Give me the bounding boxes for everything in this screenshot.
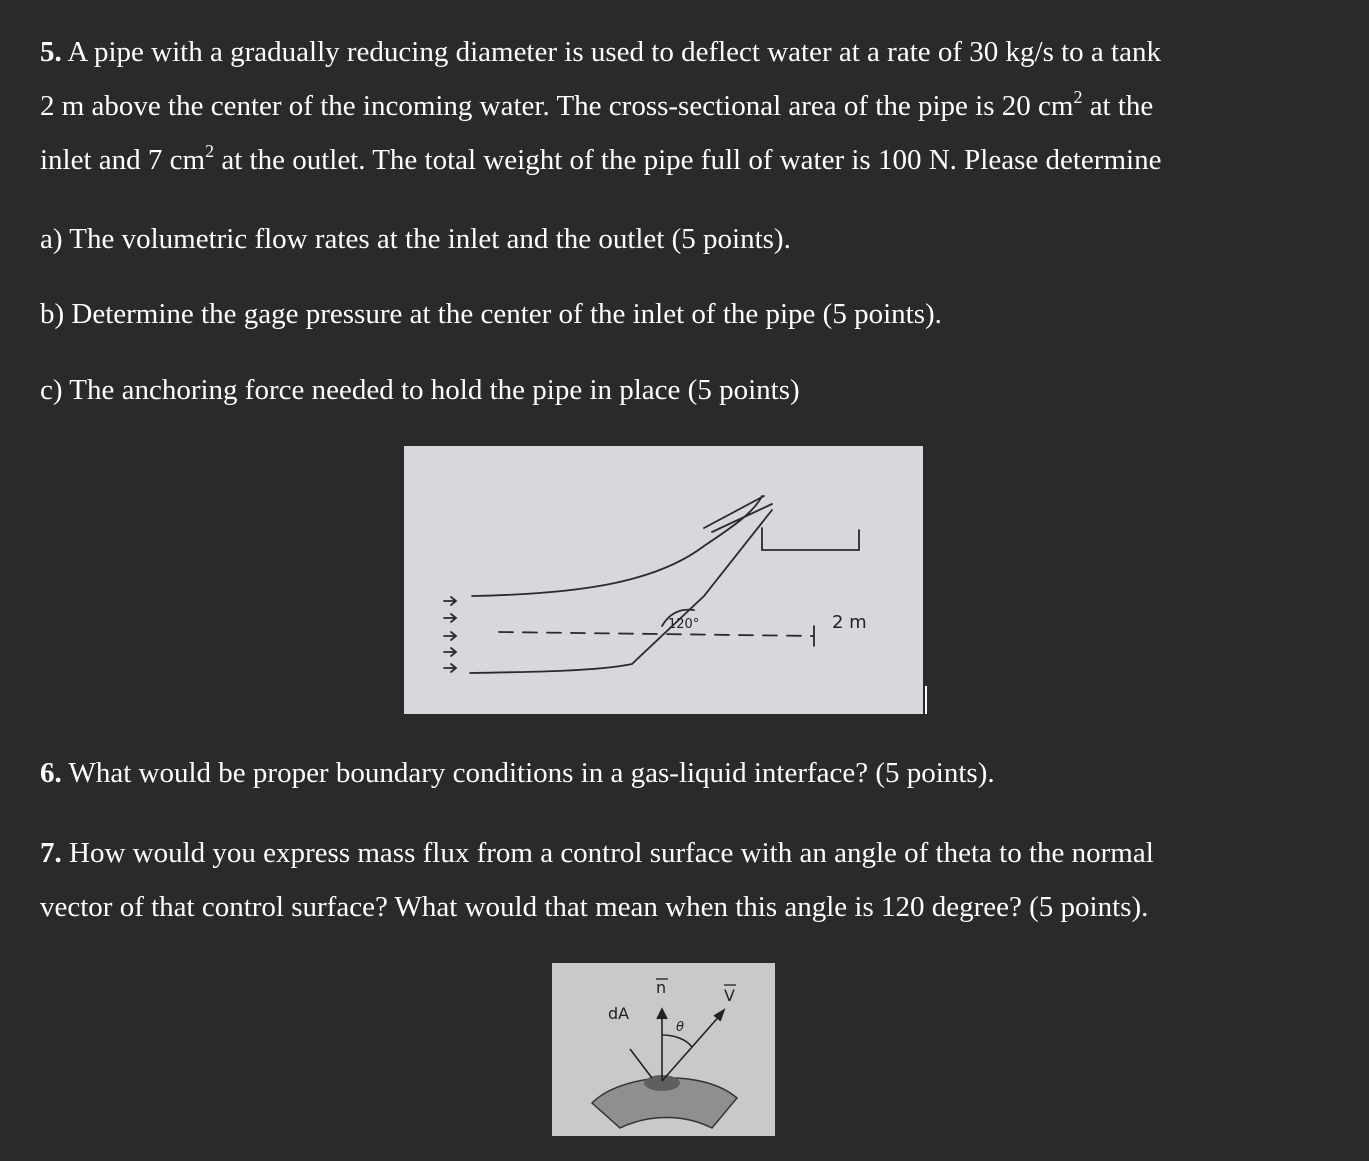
superscript: 2 bbox=[205, 141, 215, 161]
inflow-arrow bbox=[444, 614, 456, 622]
q5-number: 5. bbox=[40, 36, 62, 68]
q7-line-2: vector of that control surface? What would that mean when this angle is 120 degree? (5 points). bbox=[40, 891, 1149, 923]
pipe-lower-wall bbox=[470, 510, 772, 673]
inflow-arrow bbox=[444, 597, 456, 605]
pipe-sketch-drawing bbox=[404, 446, 923, 714]
pipe-sketch-figure bbox=[404, 446, 923, 714]
normal-label: n bbox=[656, 978, 667, 997]
q5-line-3: inlet and 7 $cm^2$ at the outlet. The total weight of the pipe full of water is 100 N. Please determine bbox=[40, 141, 1162, 176]
da-pointer bbox=[630, 1049, 652, 1078]
q5-part-a: a) The volumetric flow rates at the inlet and the outlet (5 points). bbox=[40, 223, 791, 255]
q7-number: 7. bbox=[40, 837, 62, 869]
da-label: dA bbox=[608, 1004, 630, 1023]
velocity-label: V bbox=[724, 986, 735, 1005]
q5-line-1: 5. A pipe with a gradually reducing diameter is used to deflect water at a rate of 30 kg/s to a tank bbox=[40, 36, 1161, 68]
angle-label: 120° bbox=[668, 617, 700, 632]
inflow-arrow bbox=[444, 648, 456, 656]
q5-part-b: b) Determine the gage pressure at the center of the inlet of the pipe (5 points). bbox=[40, 298, 942, 330]
theta-label: θ bbox=[676, 1020, 684, 1035]
normal-arrowhead bbox=[657, 1009, 667, 1019]
q6-number: 6. bbox=[40, 757, 62, 789]
height-label: 2 m bbox=[832, 612, 867, 633]
pipe-upper-wall bbox=[472, 496, 762, 596]
control-surface-drawing bbox=[552, 963, 775, 1136]
q5-line-2: 2 m above the center of the incoming water. The cross-sectional area of the pipe is 20 $cm^2$ at the bbox=[40, 87, 1154, 122]
theta-arc bbox=[662, 1035, 692, 1047]
question-6 bbox=[40, 746, 1340, 800]
q7-line-1: 7. How would you express mass flux from a control surface with an angle of theta to the normal bbox=[40, 837, 1154, 869]
inflow-arrow bbox=[444, 632, 456, 640]
centerline-dashed bbox=[499, 632, 814, 636]
q6-text: What would be proper boundary conditions in a gas-liquid interface? (5 points). bbox=[68, 757, 995, 789]
inflow-arrow bbox=[444, 664, 456, 672]
tank-outline bbox=[762, 528, 859, 550]
question-5 bbox=[40, 25, 1340, 187]
q5-part-c: c) The anchoring force needed to hold the pipe in place (5 points) bbox=[40, 374, 800, 406]
control-surface-figure bbox=[552, 963, 775, 1136]
question-7 bbox=[40, 826, 1340, 934]
text-cursor bbox=[925, 686, 927, 714]
superscript: 2 bbox=[1073, 87, 1083, 107]
